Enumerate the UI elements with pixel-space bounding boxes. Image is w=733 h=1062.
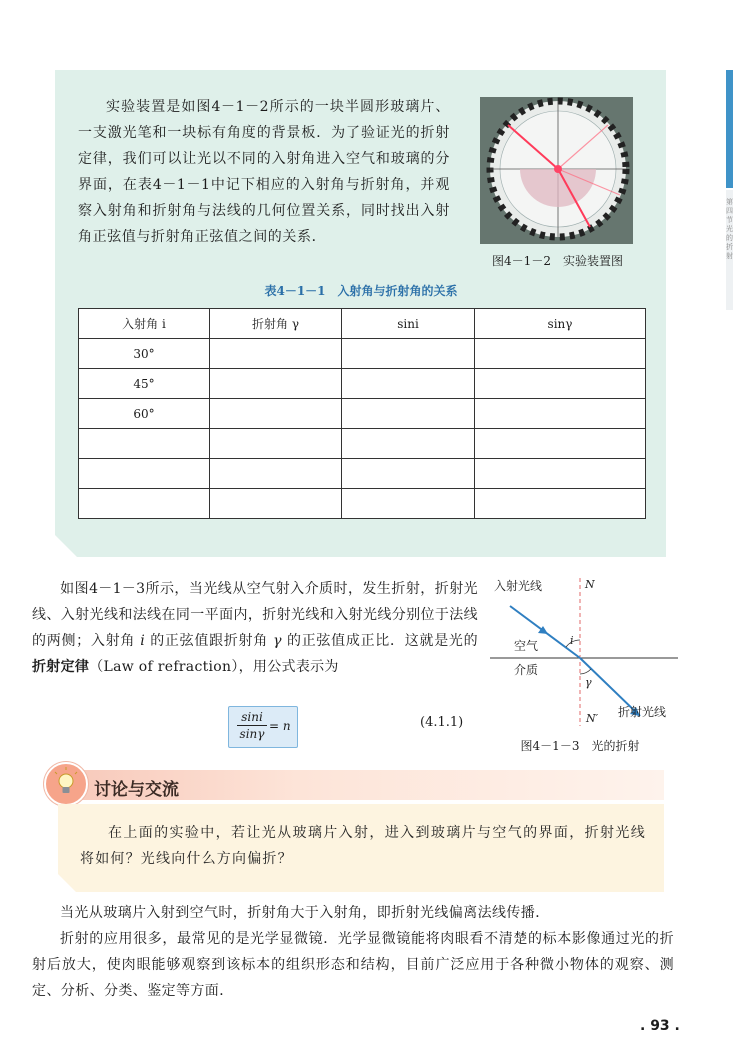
- table-title: 表4－1－1 入射角与折射角的关系: [264, 284, 458, 298]
- formula-denominator: sinγ: [239, 727, 265, 741]
- table-cell[interactable]: [79, 459, 210, 489]
- table-cell[interactable]: [475, 489, 646, 519]
- side-tab-text: 第四节 光的折射: [726, 198, 733, 260]
- table-cell[interactable]: [210, 399, 342, 429]
- refraction-text: （Law of refraction），用公式表示为: [89, 659, 339, 675]
- bottom-text: [32, 900, 674, 1004]
- paragraph: 当光从玻璃片入射到空气时，折射角大于入射角，即折射光线偏离法线传播．: [60, 905, 550, 921]
- table-cell[interactable]: [475, 459, 646, 489]
- formula-rhs: = n: [269, 719, 291, 733]
- medium-label: 介质: [514, 663, 539, 677]
- angle-table: [78, 308, 646, 519]
- table-cell[interactable]: [475, 369, 646, 399]
- table-cell[interactable]: [79, 489, 210, 519]
- table-row: [79, 339, 646, 369]
- discussion-title: 讨论与交流: [94, 780, 179, 800]
- discussion-text: 在上面的实验中，若让光从玻璃片入射，进入到玻璃片与空气的界面，折射光线将如何？光线向什么方向偏折？: [80, 825, 646, 867]
- formula-label: (4.1.1): [420, 715, 464, 730]
- var-i: i: [140, 633, 146, 649]
- table-cell[interactable]: [342, 489, 475, 519]
- refraction-diagram: [490, 574, 678, 734]
- table-cell[interactable]: [342, 399, 475, 429]
- formula-box: [228, 706, 298, 748]
- table-row: [79, 459, 646, 489]
- refraction-text: 的正弦值成正比．这就是光的: [286, 633, 478, 649]
- table-row: [79, 369, 646, 399]
- figure-caption-4-1-3: 图4－1－3 光的折射: [520, 739, 640, 753]
- experiment-photo: [480, 97, 633, 244]
- lightbulb-icon: [46, 764, 86, 804]
- table-cell[interactable]: 30°: [79, 339, 210, 369]
- table-header-row: [79, 309, 646, 339]
- angle-i-label: i: [570, 634, 574, 647]
- experiment-paragraph: 实验装置是如图4－1－2所示的一块半圆形玻璃片、一支激光笔和一块标有角度的背景板．为了验证光的折射定律，我们可以让光以不同的入射角进入空气和玻璃的分界面，在表4－1－1中记下相应的入射角与折射角，并观察入射角和折射角与法线的几何位置关系，同时找出入射角正弦值与折射角正弦值之间的关系．: [78, 99, 450, 245]
- discussion-icon-circle: [44, 762, 88, 806]
- table-header: sinγ: [475, 309, 646, 339]
- table-cell[interactable]: [210, 339, 342, 369]
- var-gamma: γ: [273, 633, 282, 649]
- refraction-paragraph: [32, 576, 478, 680]
- page-number: . 93 .: [640, 1018, 680, 1034]
- incident-label: 入射光线: [494, 579, 543, 593]
- angle-gamma-label: γ: [585, 676, 592, 689]
- table-header: sini: [342, 309, 475, 339]
- figure-caption-4-1-2: 图4－1－2 实验装置图: [492, 254, 623, 268]
- formula-fraction: [237, 710, 267, 741]
- table-cell[interactable]: [210, 459, 342, 489]
- refracted-label: 折射光线: [618, 705, 667, 719]
- table-row: [79, 429, 646, 459]
- table-row: [79, 489, 646, 519]
- table-cell[interactable]: [342, 369, 475, 399]
- table-cell[interactable]: [79, 429, 210, 459]
- normal-top-label: N: [585, 578, 595, 591]
- table-row: [79, 399, 646, 429]
- table-cell[interactable]: [475, 339, 646, 369]
- table-cell[interactable]: [342, 459, 475, 489]
- normal-bottom-label: N′: [586, 712, 599, 725]
- protractor-photo-illustration: [480, 97, 633, 244]
- side-tab: [726, 70, 733, 188]
- table-cell[interactable]: [475, 429, 646, 459]
- table-cell[interactable]: [210, 429, 342, 459]
- paragraph: 折射的应用很多，最常见的是光学显微镜．光学显微镜能将肉眼看不清楚的标本影像通过光的折射后放大，使肉眼能够观察到该标本的组织形态和结构，目前广泛应用于各种微小物体的观察、测定、分析、分类、鉴定等方面．: [32, 931, 674, 999]
- refraction-text: 如图4－1－3所示，当光线从空气射入介质时，发生折射，折射光线、入射光线和法线在同一平面内，折射光线和入射光线分别位于法线的两侧；入射角: [32, 581, 478, 649]
- table-header: 入射角 i: [79, 309, 210, 339]
- table-header: 折射角 γ: [210, 309, 342, 339]
- table-cell[interactable]: [342, 339, 475, 369]
- formula-numerator: sini: [237, 710, 267, 726]
- table-cell[interactable]: [475, 399, 646, 429]
- refraction-text: 的正弦值跟折射角: [150, 633, 268, 649]
- table-cell[interactable]: [210, 489, 342, 519]
- term-law-of-refraction: 折射定律: [32, 659, 90, 675]
- table-cell[interactable]: 60°: [79, 399, 210, 429]
- air-label: 空气: [514, 639, 539, 653]
- table-cell[interactable]: [342, 429, 475, 459]
- table-cell[interactable]: 45°: [79, 369, 210, 399]
- table-cell[interactable]: [210, 369, 342, 399]
